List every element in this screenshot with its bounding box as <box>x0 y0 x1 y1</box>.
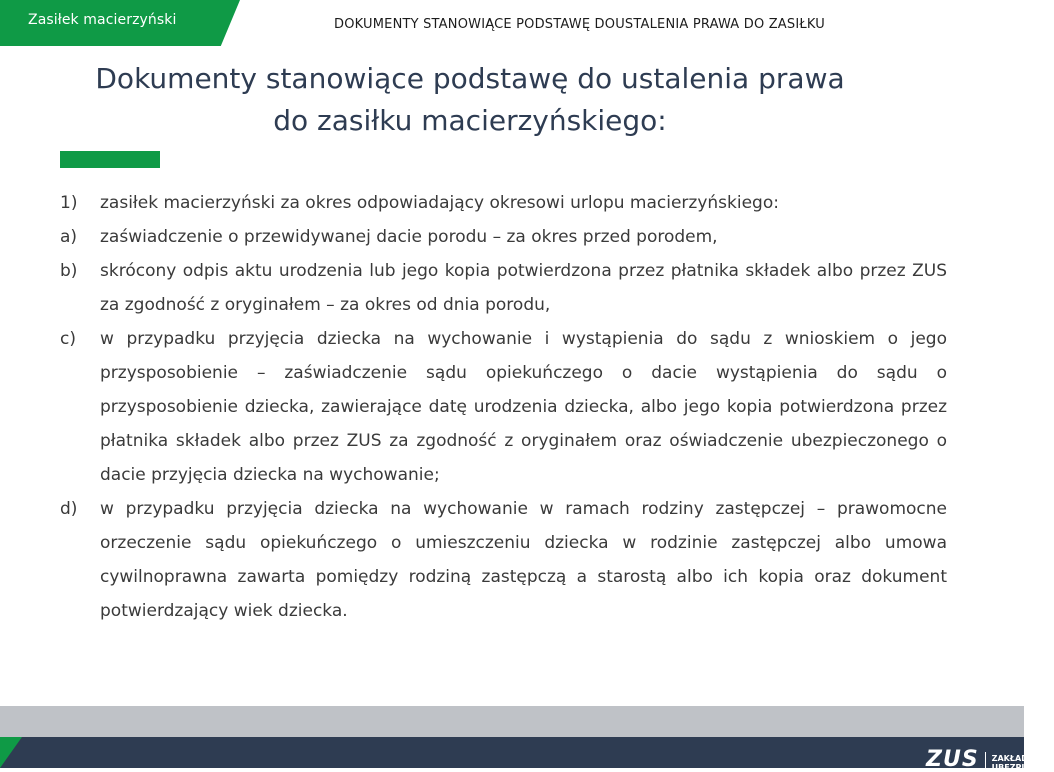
footer-navy-band <box>0 737 1024 768</box>
list-item <box>60 492 947 628</box>
document-list <box>60 186 947 628</box>
zus-logo <box>926 749 1054 772</box>
list-item-text: zasiłek macierzyński za okres odpowiadający okresowi urlopu macierzyńskiego: <box>100 193 779 213</box>
header-title: DOKUMENTY STANOWIĄCE PODSTAWĘ DOUSTALENIA PRAWA DO ZASIŁKU <box>334 17 825 32</box>
list-item <box>60 186 947 220</box>
zus-logo-name-line-1: ZAKŁAD <box>991 754 1028 763</box>
section-tab-label: Zasiłek macierzyński <box>28 12 177 28</box>
zus-logo-mark: ZUS <box>926 747 979 772</box>
list-item <box>60 254 947 322</box>
slide-title <box>40 58 900 142</box>
list-marker: b) <box>60 261 78 281</box>
list-marker: d) <box>60 499 78 519</box>
list-item-text: skrócony odpis aktu urodzenia lub jego kopia potwierdzona przez płatnika składek albo przez ZUS za zgodność z oryginałem – za okres od dnia porodu, <box>100 261 947 315</box>
list-marker: 1) <box>60 193 78 213</box>
title-accent-bar <box>60 151 160 168</box>
slide-title-line-1: Dokumenty stanowiące podstawę do ustalenia prawa <box>95 62 845 95</box>
list-item <box>60 322 947 492</box>
list-item <box>60 220 947 254</box>
zus-logo-name-line-2: UBEZPIECZEŃ <box>991 763 1054 772</box>
footer-gray-band <box>0 706 1024 740</box>
list-marker: a) <box>60 227 78 247</box>
list-item-text: zaświadczenie o przewidywanej dacie porodu – za okres przed porodem, <box>100 227 718 247</box>
slide-title-line-2: do zasiłku macierzyńskiego: <box>273 104 667 137</box>
zus-logo-name <box>992 754 1054 772</box>
list-marker: c) <box>60 329 76 349</box>
list-item-text: w przypadku przyjęcia dziecka na wychowanie w ramach rodziny zastępczej – prawomocne orzeczenie sądu opiekuńczego o umieszczeniu dziecka w rodzinie zastępczej albo umowa cywilnoprawna zawarta pomiędzy rodziną zastępczą a starostą albo ich kopia oraz dokument potwierdzający wiek dziecka. <box>100 499 947 621</box>
logo-divider <box>985 752 986 770</box>
list-item-text: w przypadku przyjęcia dziecka na wychowanie i wystąpienia do sądu z wnioskiem o jego przysposobienie – zaświadczenie sądu opiekuńczego o dacie wystąpienia do sądu o przysposobienie dziecka, zawierające datę urodzenia dziecka, albo jego kopia potwierdzona przez płatnika składek albo przez ZUS za zgodność z oryginałem oraz oświadczenie ubezpieczonego o dacie przyjęcia dziecka na wychowanie; <box>100 329 947 485</box>
